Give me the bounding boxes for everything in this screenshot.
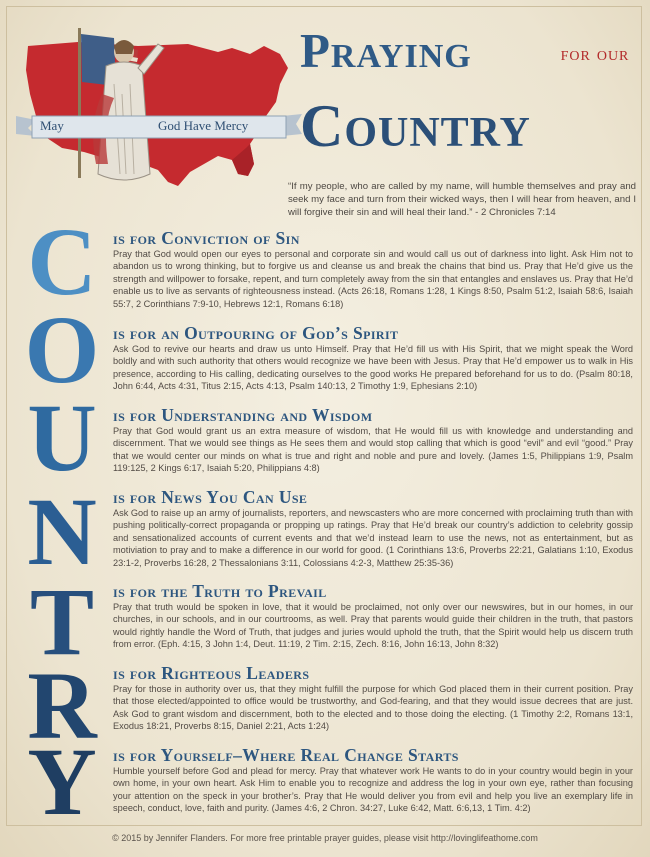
big-letter-o: O <box>24 296 100 403</box>
section-heading: is for Yourself–Where Real Change Starts <box>113 745 459 765</box>
section-body: Humble yourself before God and plead for mercy. Pray that whatever work He wants to do in your country would begin in your own home, in your own heart. Ask Him to enable you to recognize and address the log in your own eye, rather than focusing your attention on the speck in your brother’s. Pray that He would deliver you from evil and help you live an exemplary life in speech, conduct, love, faith and purity. (James 4:6, 2 Chron. 34:27, Luke 6:42, Matt. 6:6,13, 1 Tim. 4:2) <box>113 766 633 814</box>
scripture-verse: “If my people, who are called by my name, will humble themselves and pray and seek my face and turn from their wicked ways, then I will hear from heaven, and I will forgive their sin and will heal their land.” - 2 Chronicles 7:14 <box>288 181 636 218</box>
footer-copyright: © 2015 by Jennifer Flanders. For more free printable prayer guides, please visit http://lovinglifeathome.com <box>112 833 538 843</box>
section-body: Pray for those in authority over us, that they might fulfill the purpose for which God placed them in their current position. Pray that those elected/appointed to office would be trustworthy, and God-fearing, and that they would issue decrees that are just. Ask God to grant wisdom and discernment, both to the elected and to those doing the electing. (1 Timothy 2:2, Romans 13:1, Exodus 18:21, Proverbs 8:15, Daniel 2:21, Acts 1:24) <box>113 684 633 732</box>
banner-text-right: God Have Mercy <box>158 118 249 133</box>
big-letter-c: C <box>27 208 97 315</box>
section-body: Pray that God would grant us an extra measure of wisdom, that He would fill us with knowledge and understanding and discernment. That we would see things as He sees them and would stop calling that which is good “evil” and evil “good.” Pray that we would center our minds on what is true and right and noble and pure and lovely. (James 1:5, Philippians 1:9, Psalm 119:125, 2 Kings 6:17, Isaiah 5:20, Philippians 4:8) <box>113 426 633 474</box>
section-understanding <box>113 406 633 475</box>
section-body: Ask God to raise up an army of journalists, reporters, and newscasters who are more concerned with proclaiming truth than with pushing politically-correct propaganda or propping up ratings. Pray that He’d break our country’s addiction to celebrity gossip and sensationalized accounts of current events and that we’d instead learn to use the news, not as entertainment, but as motiviation to pray and to make a difference in our world for good. (1 Corinthians 13:6, Proverbs 22:21, Galatians 1:10, Exodus 23:1-2, Proverbs 16:28, 2 Thessalonians 3:11, Colossians 4:2-3, Matthew 25:35-36) <box>113 508 633 568</box>
section-outpouring <box>113 324 633 393</box>
big-letter-y: Y <box>27 728 97 835</box>
section-heading: is for an Outpouring of God’s Spirit <box>113 323 399 343</box>
section-body: Pray that God would open our eyes to personal and corporate sin and would call us out of darkness into light. Ask Him not to abandon us to wrong thinking, but to forgive us and cleanse us and break the chains that bind us. Pray that He’d give us the strength and willpower to forsake, repent, and turn completely away from the sin that entangles and enslaves us. Pray that He’d enable us to live as servants of righteousness instead. (Acts 26:18, Romans 1:28, 1 Kings 8:50, Psalm 51:2, Isaiah 58:6, Isaiah 55:7, 2 Corinthians 7:9-10, Hebrews 12:1, Romans 6:18) <box>113 249 633 309</box>
section-heading: is for Righteous Leaders <box>113 663 310 683</box>
section-conviction <box>113 229 633 310</box>
us-map-illustration <box>18 24 296 194</box>
section-body: Ask God to revive our hearts and draw us unto Himself. Pray that He’d fill us with His Spirit, that we might speak the Word boldly and with such authority that others would recognize we have been with Jesus. Pray that He’d empower us to walk in His presence, according to His calling, dedicating ourselves to the good works He prepared beforehand for us to do. (Psalm 80:18, John 6:44, Acts 4:31, Titus 2:15, Acts 4:13, Psalm 140:13, 2 Timothy 1:9, Ephesians 2:10) <box>113 344 633 392</box>
section-heading: is for Conviction of Sin <box>113 228 300 248</box>
section-heading: is for News You Can Use <box>113 487 308 507</box>
section-body: Pray that truth would be spoken in love, that it would be proclaimed, not only over our newswires, but in our homes, in our churches, in our schools, and in our courtrooms, as well. Pray that parents would guide their children in the truth, that pastors would rightly handle the Word of Truth, that judges and juries would uphold the truth, that the Spirit would help us discern truth from error. (Eph. 4:15, 3 John 1:4, Deut. 11:19, 2 Tim. 2:15, Zech. 8:16, John 16:13, John 8:32) <box>113 602 633 650</box>
title-praying: Praying <box>300 23 472 78</box>
section-leaders <box>113 664 633 733</box>
title-country: Country <box>300 93 531 159</box>
title-for-our: for our <box>560 43 630 65</box>
big-letter-r: R <box>27 652 97 759</box>
section-heading: is for Understanding and Wisdom <box>113 405 373 425</box>
section-truth <box>113 582 633 651</box>
section-news <box>113 488 633 569</box>
big-letter-u: U <box>27 384 97 491</box>
banner-text-left: May <box>40 118 64 133</box>
section-yourself <box>113 746 633 815</box>
section-heading: is for the Truth to Prevail <box>113 581 327 601</box>
big-letter-t: T <box>29 568 95 675</box>
big-letter-n: N <box>27 478 97 585</box>
